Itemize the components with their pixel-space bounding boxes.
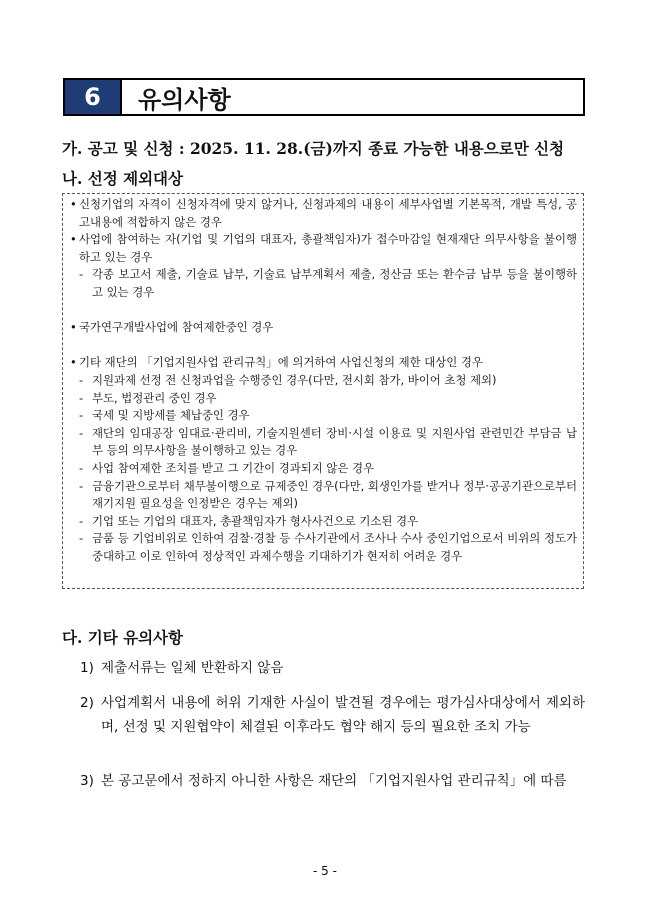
heading-other-notes: 다. 기타 유의사항	[62, 628, 184, 647]
exclusion-item: • 사업에 참여하는 자(기업 및 기업의 대표자, 총괄책임자)가 접수마감일 현재재단 의무사항을 불이행하고 있는 경우	[70, 231, 577, 266]
exclusion-subitem: - 부도, 법정관리 중인 경우	[70, 390, 577, 408]
exclusion-subitem-text: 금품 등 기업비위로 인하여 검찰·경찰 등 수사기관에서 조사나 수사 중인기업으로서 비위의 정도가 중대하고 이로 인하여 정상적인 과제수행을 기대하기가 현저히 어려운 경우	[92, 531, 577, 563]
exclusion-box	[62, 193, 584, 589]
note-item	[80, 691, 585, 739]
exclusion-subitem-text: 금융기관으로부터 채무불이행으로 규제중인 경우(다만, 회생인가를 받거나 정부·공공기관으로부터 재기지원 필요성을 인정받은 경우는 제외)	[92, 478, 577, 511]
exclusion-subitem-text: 재단의 임대공장 임대료·관리비, 기술지원센터 장비·시설 이용료 및 지원사업 관련민간 부담금 납부 등의 의무사항을 불이행하고 있는 경우	[92, 425, 577, 458]
exclusion-item-text: 기타 재단의 「기업지원사업 관리규칙」에 의거하여 사업신청의 제한 대상인 경우	[79, 355, 483, 370]
heading-exclusion: 나. 선정 제외대상	[62, 169, 184, 188]
section-title: 유의사항	[138, 85, 231, 114]
exclusion-subitem: - 각종 보고서 제출, 기술료 납부, 기술료 납부계획서 제출, 정산금 또는 환수금 납부 등을 불이행하고 있는 경우	[70, 266, 577, 301]
exclusion-subitem: - 기업 또는 기업의 대표자, 총괄책임자가 형사사건으로 기소된 경우	[70, 513, 577, 531]
note-number: 3)	[80, 773, 94, 789]
exclusion-item-text: 사업에 참여하는 자(기업 및 기업의 대표자, 총괄책임자)가 접수마감일 현재재단 의무사항을 불이행하고 있는 경우	[79, 232, 577, 264]
exclusion-item-text: 국가연구개발사업에 참여제한중인 경우	[79, 320, 274, 335]
heading-application: 가. 공고 및 신청 : 2025. 11. 28.(금)까지 종료 가능한 내용으로만 신청	[62, 139, 565, 158]
note-text: 본 공고문에서 정하지 아니한 사항은 재단의 「기업지원사업 관리규칙」에 따름	[101, 773, 567, 789]
note-text: 사업계획서 내용에 허위 기재한 사실이 발견될 경우에는 평가심사대상에서 제외하며, 선정 및 지원협약이 체결된 이후라도 협약 해지 등의 필요한 조치 가능	[101, 695, 585, 735]
exclusion-subitem: - 재단의 임대공장 임대료·관리비, 기술지원센터 장비·시설 이용료 및 지원사업 관련민간 부담금 납부 등의 의무사항을 불이행하고 있는 경우	[70, 425, 577, 460]
note-number: 2)	[80, 695, 94, 711]
exclusion-subitem-text: 각종 보고서 제출, 기술료 납부, 기술료 납부계획서 제출, 정산금 또는 환수금 납부 등을 불이행하고 있는 경우	[92, 267, 577, 299]
exclusion-subitem: - 국세 및 지방세를 체납중인 경우	[70, 407, 577, 425]
exclusion-item: • 기타 재단의 「기업지원사업 관리규칙」에 의거하여 사업신청의 제한 대상인 경우	[70, 354, 577, 372]
section-number: 6	[65, 80, 120, 114]
note-number: 1)	[80, 660, 94, 676]
exclusion-subitem: - 금품 등 기업비위로 인하여 검찰·경찰 등 수사기관에서 조사나 수사 중인기업으로서 비위의 정도가 중대하고 이로 인하여 정상적인 과제수행을 기대하기가 현저히 어려운 경우	[70, 530, 577, 565]
exclusion-subitem: - 지원과제 선정 전 신청과업을 수행중인 경우(다만, 전시회 참가, 바이어 초청 제외)	[70, 372, 577, 390]
exclusion-subitem-text: 부도, 법정관리 중인 경우	[92, 390, 217, 405]
exclusion-subitem-text: 기업 또는 기업의 대표자, 총괄책임자가 형사사건으로 기소된 경우	[92, 513, 419, 528]
exclusion-subitem: - 사업 참여제한 조치를 받고 그 기간이 경과되지 않은 경우	[70, 460, 577, 478]
page-number: - 5 -	[313, 864, 337, 878]
exclusion-item: • 국가연구개발사업에 참여제한중인 경우	[70, 319, 577, 337]
exclusion-subitem-text: 사업 참여제한 조치를 받고 그 기간이 경과되지 않은 경우	[92, 460, 375, 475]
exclusion-item: • 신청기업의 자격이 신청자격에 맞지 않거나, 신청과제의 내용이 세부사업별 기본목적, 개발 특성, 공고내용에 적합하지 않은 경우	[70, 196, 577, 231]
note-item	[80, 769, 585, 793]
section-header	[63, 78, 585, 116]
exclusion-subitem-text: 국세 및 지방세를 체납중인 경우	[92, 408, 250, 423]
note-text: 제출서류는 일체 반환하지 않음	[101, 660, 284, 676]
note-item	[80, 656, 585, 680]
exclusion-item-text: 신청기업의 자격이 신청자격에 맞지 않거나, 신청과제의 내용이 세부사업별 기본목적, 개발 특성, 공고내용에 적합하지 않은 경우	[79, 197, 577, 229]
exclusion-subitem: - 금융기관으로부터 채무불이행으로 규제중인 경우(다만, 회생인가를 받거나 정부·공공기관으로부터 재기지원 필요성을 인정받은 경우는 제외)	[70, 478, 577, 513]
exclusion-subitem-text: 지원과제 선정 전 신청과업을 수행중인 경우(다만, 전시회 참가, 바이어 초청 제외)	[92, 372, 497, 387]
